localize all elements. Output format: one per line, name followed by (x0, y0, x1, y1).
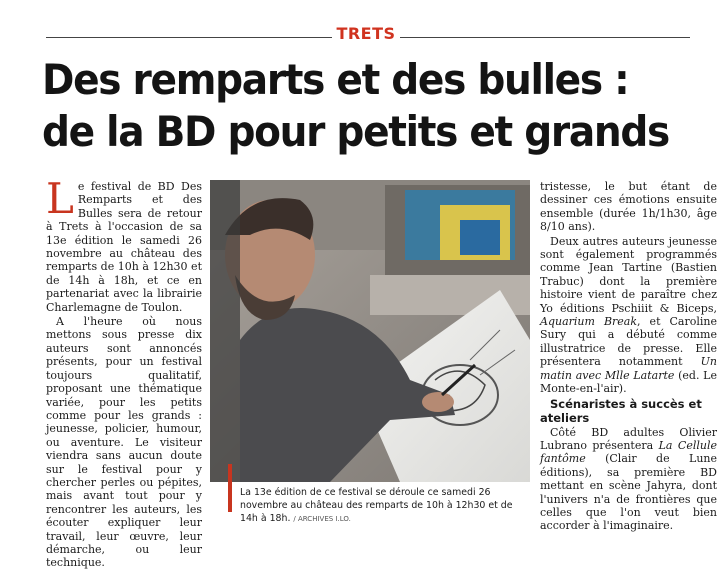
section-rule-right (400, 37, 690, 38)
section-rule-left (46, 37, 332, 38)
paragraph: tristesse, le but étant de dessiner ces émotions ensuite ensemble (durée 1h/1h30, âge 8/10 ans). (540, 180, 717, 234)
photo-credit: / ARCHIVES I.LO. (293, 515, 351, 523)
photo-caption (240, 486, 530, 526)
headline-line-2: de la BD pour petits et grands (42, 107, 669, 156)
subheading: Scénaristes à succès et ateliers (540, 396, 702, 425)
photo-illustrator-drawing (210, 180, 530, 482)
paragraph: Le festival de BD Des Remparts et des Bulles sera de retour à Trets à l'occasion de sa 13e édition le samedi 26 novembre au château des remparts de 10h à 12h30 et de 14h à 18h, et ce en partenariat avec la librairie Charlemagne de Toulon. (46, 174, 202, 314)
paragraph: A l'heure où nous mettons sous presse dix auteurs sont annoncés présents, pour un festival toujours qualitatif, proposant une thématique variée, pour les petits comme pour les grands : jeunesse, policier, humour, ou aventure. Le visiteur viendra sans aucun doute sur le festival pour y chercher perles ou pépites, mais avant tout pour y rencontrer les auteurs, les écouter expliquer leur travail, leur œuvre, leur démarche, ou leur technique. (46, 315, 202, 570)
headline (42, 54, 669, 158)
article-column-left (46, 174, 202, 570)
headline-line-1: Des remparts et des bulles : (42, 55, 629, 104)
paragraph: Deux autres auteurs jeunesse sont également programmés comme Jean Tartine (Bastien Trabuc) dont la première histoire vient de paraître chez Yo éditions Pschiiit & Biceps, Aquarium Break, et Caroline Sury qui a débuté comme illustratrice de presse. Elle présentera notamment Un matin avec Mlle Latarte (ed. Le Monte-en-l'air). (540, 234, 717, 396)
caption-accent-bar (228, 464, 232, 512)
section-label: TRETS (336, 24, 396, 43)
article-column-right (540, 180, 717, 533)
article-photo (210, 180, 530, 482)
paragraph: Côté BD adultes Olivier Lubrano présentera La Cellule fantôme (Clair de Lune éditions), sa première BD mettant en scène Jahyra, dont l'univers n'a de frontières que celles que l'on veut bien accorder à l'imaginaire. (540, 425, 717, 533)
drop-cap: L (46, 174, 74, 223)
caption-text: La 13e édition de ce festival se déroule ce samedi 26 novembre au château des remparts de 10h à 12h30 et de 14h à 18h. (240, 487, 513, 524)
